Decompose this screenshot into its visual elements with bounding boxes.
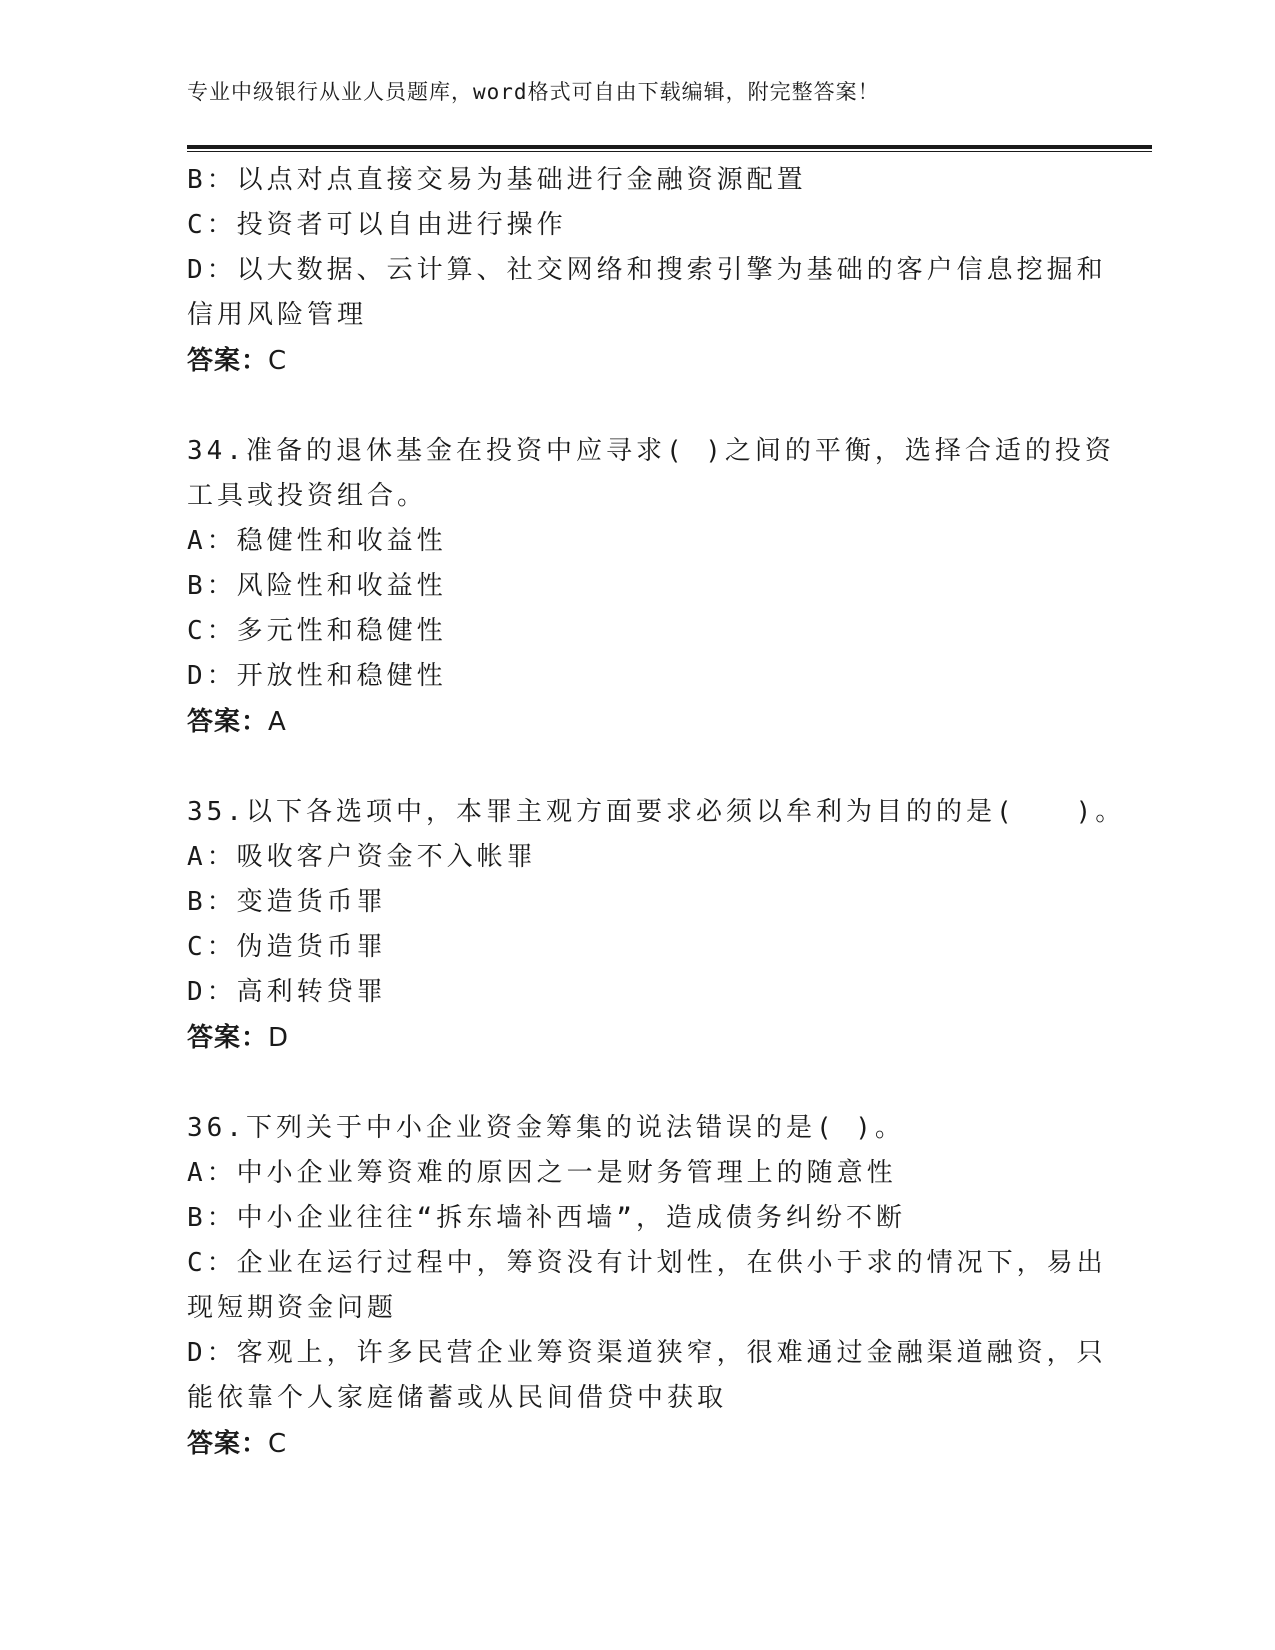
option-c: C：投资者可以自由进行操作 <box>187 210 567 240</box>
option-b: B：变造货币罪 <box>187 887 387 917</box>
question-33-block <box>187 158 1107 384</box>
option-c-line-1: C：企业在运行过程中，筹资没有计划性，在供小于求的情况下，易出 <box>187 1248 1107 1278</box>
option-d: D：开放性和稳健性 <box>187 661 447 691</box>
answer-line <box>187 1421 1087 1467</box>
answer-value: A <box>268 707 287 737</box>
question-stem-line-1: 34.准备的退休基金在投资中应寻求( )之间的平衡，选择合适的投资 <box>187 436 1115 466</box>
option-c: C：多元性和稳健性 <box>187 616 447 646</box>
question-36-block <box>187 1106 1107 1467</box>
option-b: B：以点对点直接交易为基础进行金融资源配置 <box>187 165 807 195</box>
answer-value: C <box>268 346 288 376</box>
option-a: A：吸收客户资金不入帐罪 <box>187 842 537 872</box>
question-content <box>187 158 1126 1467</box>
header-divider <box>187 145 1152 152</box>
option-d: D：高利转贷罪 <box>187 977 387 1007</box>
answer-value: D <box>268 1023 290 1053</box>
option-d-line-1: D：客观上，许多民营企业筹资渠道狭窄，很难通过金融渠道融资，只 <box>187 1338 1107 1368</box>
answer-label: 答案： <box>187 707 269 737</box>
option-b: B：中小企业往往“拆东墙补西墙”，造成债务纠纷不断 <box>187 1203 906 1233</box>
option-c-line-2: 现短期资金问题 <box>187 1293 398 1323</box>
option-c: C：伪造货币罪 <box>187 932 387 962</box>
header-divider-thick <box>187 145 1152 149</box>
question-34-block <box>187 429 1115 745</box>
spacer <box>187 745 1087 790</box>
option-a: A：中小企业筹资难的原因之一是财务管理上的随意性 <box>187 1158 897 1188</box>
header-divider-thin <box>187 151 1152 152</box>
page-header: 专业中级银行从业人员题库，word格式可自由下载编辑，附完整答案！ <box>187 80 880 104</box>
answer-label: 答案： <box>187 346 269 376</box>
question-stem: 35.以下各选项中，本罪主观方面要求必须以牟利为目的的是( )。 <box>187 797 1126 827</box>
option-d-line-2: 能依靠个人家庭储蓄或从民间借贷中获取 <box>187 1383 728 1413</box>
question-stem: 36.下列关于中小企业资金筹集的说法错误的是( )。 <box>187 1113 905 1143</box>
answer-label: 答案： <box>187 1023 269 1053</box>
option-b: B：风险性和收益性 <box>187 571 447 601</box>
answer-line <box>187 1015 1087 1061</box>
answer-label: 答案： <box>187 1429 269 1459</box>
option-d-line-1: D：以大数据、云计算、社交网络和搜索引擎为基础的客户信息挖掘和 <box>187 255 1107 285</box>
answer-value: C <box>268 1429 288 1459</box>
option-a: A：稳健性和收益性 <box>187 526 447 556</box>
question-stem-line-2: 工具或投资组合。 <box>187 481 428 511</box>
option-d-line-2: 信用风险管理 <box>187 300 368 330</box>
question-35-block <box>187 790 1126 1061</box>
spacer <box>187 384 1087 429</box>
answer-line <box>187 699 1087 745</box>
answer-line <box>187 338 1087 384</box>
spacer <box>187 1061 1087 1106</box>
